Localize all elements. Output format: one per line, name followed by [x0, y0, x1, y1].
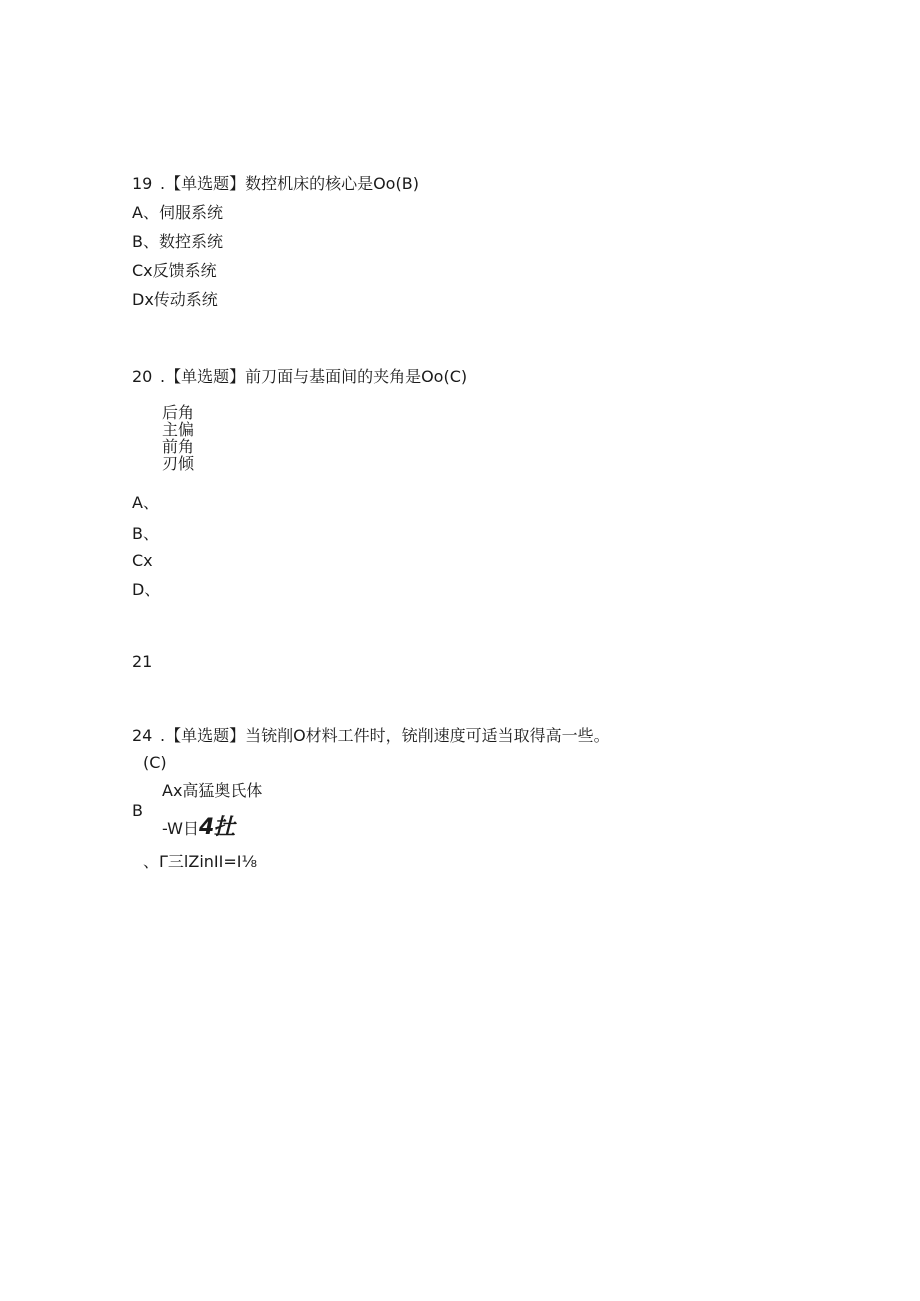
- q19-title: .【单选题】数控机床的核心是Oo(B): [160, 174, 419, 193]
- q20-answer-a: 后角: [162, 403, 195, 422]
- q19-option-c: Cx反馈系统: [132, 261, 217, 280]
- q20-answer-stack: [162, 404, 194, 472]
- q21-number: 21: [132, 652, 153, 671]
- q20-label-b: B、: [132, 524, 159, 543]
- q20-title: .【单选题】前刀面与基面间的夹角是Oo(C): [160, 367, 468, 386]
- q20-number: 20: [132, 367, 153, 386]
- q24-garbled-line: 、Γ三lZinII=I⅛: [143, 852, 257, 871]
- q24-option-a: Ax高猛奥氏体: [162, 781, 263, 800]
- q24-title: .【单选题】当铳削O材料工件时，铳削速度可适当取得高一些。: [160, 726, 610, 745]
- q20-answer-d: 刃倾: [162, 454, 195, 473]
- q19-option-a: A、伺服系统: [132, 203, 223, 222]
- q19-option-d: Dx传动系统: [132, 290, 218, 309]
- q24-option-b: [162, 815, 235, 840]
- q20-answer-c: 前角: [162, 437, 195, 456]
- q19-option-b: B、数控系统: [132, 232, 223, 251]
- q24-answer: (C): [143, 753, 167, 772]
- q24-label-b: B: [132, 801, 143, 820]
- q20-label-d: D、: [132, 580, 161, 599]
- q24-option-b-text: -W日: [162, 819, 199, 838]
- q24-option-b-glyph: 4扗: [198, 815, 235, 840]
- q24-number: 24: [132, 726, 153, 745]
- q20-label-a: A、: [132, 493, 159, 512]
- q19-number: 19: [132, 174, 153, 193]
- q20-answer-b: 主偏: [162, 420, 195, 439]
- q20-label-c: Cx: [132, 551, 153, 570]
